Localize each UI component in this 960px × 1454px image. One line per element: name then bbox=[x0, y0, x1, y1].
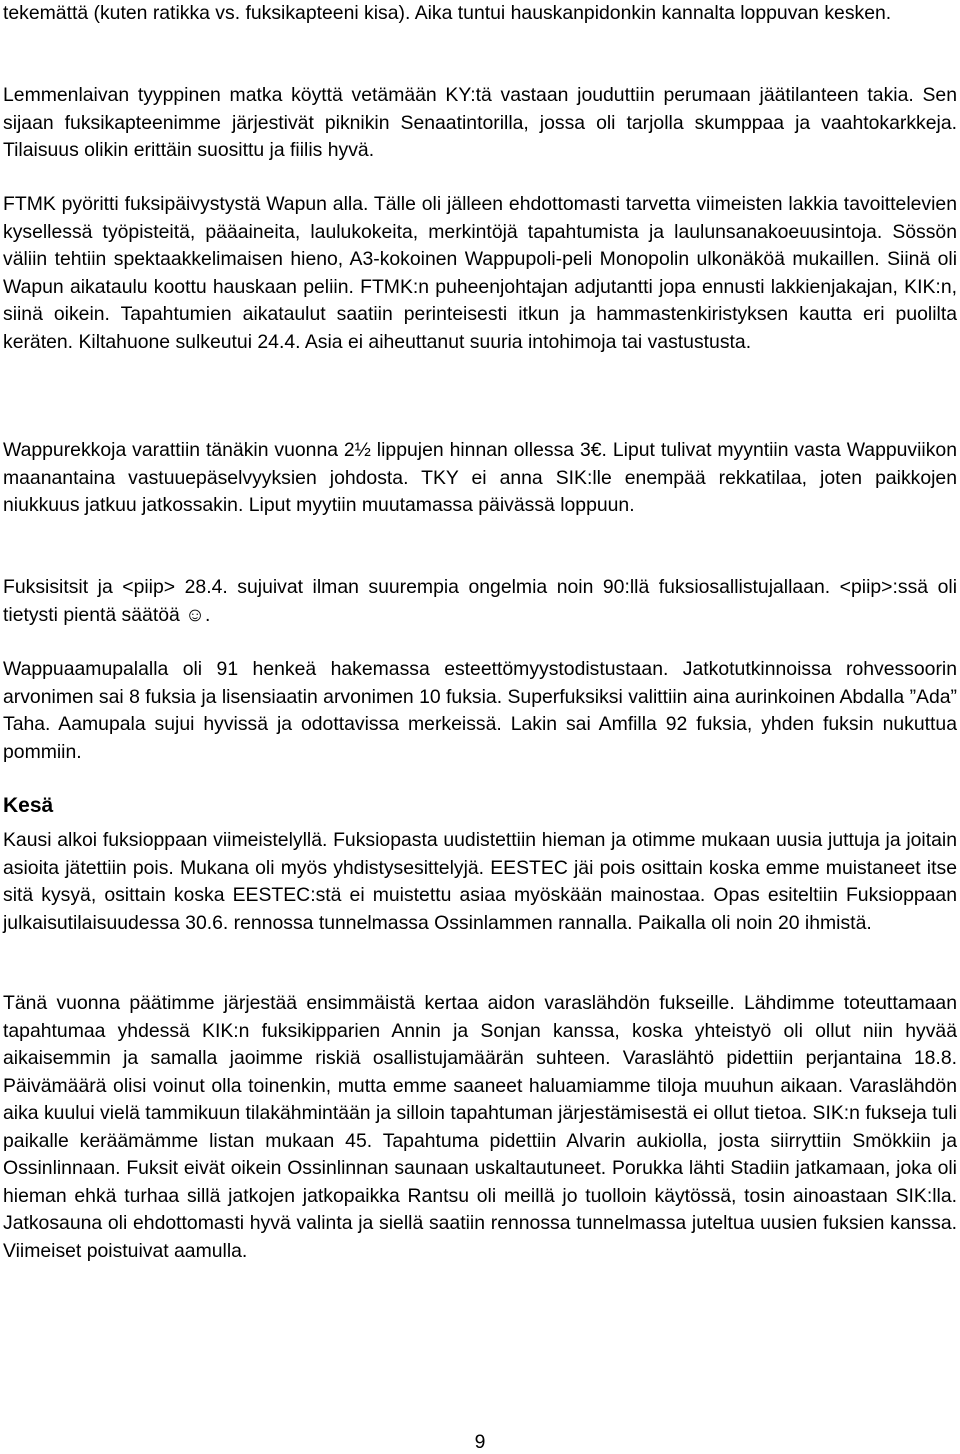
paragraph-fuksi-sitsit: Fuksisitsit ja <piip> 28.4. sujuivat ilman suurempia ongelmia noin 90:llä fuksiosallistujallaan. <piip>:ssä oli tietysti pientä säätöä ☺. bbox=[3, 576, 957, 626]
paragraph-fuksi-guide: Kausi alkoi fuksioppaan viimeistelyllä. Fuksiopasta uudistettiin hieman ja otimme mukaan uusia juttuja ja joitain asioita jätettiin pois. Mukana oli myös yhdistysesittelyjä. EESTEC jäi pois osittain koska emme muistaneet itse sitä kysyä, osittain koska EESTEC:stä ei muistettu asiaa myöskään mainostaa. Opas esiteltiin Fuksioppaan julkaisutilaisuudessa 30.6. rennossa tunnelmassa Ossinlammen rannalla. Paikalla oli noin 20 ihmistä. bbox=[3, 829, 957, 934]
paragraph-intro-continuation: tekemättä (kuten ratikka vs. fuksikapteeni kisa). Aika tuntui hauskanpidonkin kannalta loppuvan kesken. bbox=[3, 2, 892, 24]
section-heading-summer: Kesä bbox=[3, 794, 54, 817]
paragraph-picnic: Lemmenlaivan tyyppinen matka köyttä vetämään KY:tä vastaan jouduttiin perumaan jäätilanteen takia. Sen sijaan fuksikapteenimme järjestivät piknikin Senaatintorilla, jossa oli tarjolla skumppaa ja vaahtokarkkeja. Tilaisuus olikin erittäin suosittu ja fiilis hyvä. bbox=[3, 84, 957, 161]
paragraph-wappu-breakfast: Wappuaamupalalla oli 91 henkeä hakemassa esteettömyystodistustaan. Jatkotutkinnoissa rohvessoorin arvonimen sai 8 fuksia ja lisensiaatin arvonimen 10 fuksia. Superfuksiksi valittiin aina aurinkoinen Abdalla ”Ada” Taha. Aamupala sujui hyvissä ja odottavissa merkeissä. Lakin sai Amfilla 92 fuksia, yhden fuksin nukuttua pommiin. bbox=[3, 658, 957, 763]
paragraph-early-start: Tänä vuonna päätimme järjestää ensimmäistä kertaa aidon varaslähdön fukseille. Lähdimme toteuttamaan tapahtumaa yhdessä KIK:n fuksikipparien Annin ja Sonjan kanssa, koska yhteistyö oli ollut niin hyvää aikaisemmin ja samalla jaoimme riskiä osallistujamäärän suhteen. Varaslähtö pidettiin perjantaina 18.8. Päivämäärä olisi voinut olla toinenkin, mutta emme saaneet haluamiamme tiloja muuhun aikaan. Varaslähdön aika kuului vielä tammikuun tilakähmintään ja silloin tapahtuman järjestämisestä ei ollut tietoa. SIK:n fukseja tuli paikalle keräämämme listan mukaan 45. Tapahtuma pidettiin Alvarin aukiolla, josta siirryttiin Smökkiin ja Ossinlinnaan. Fuksit eivät oikein Ossinlinnan saunaan uskaltautuneet. Porukka lähti Stadiin jatkamaan, joka oli hieman ehkä turhaa sillä jatkojen jatkopaikka Rantsu oli meillä jo tuolloin käytössä, tosin ainoastaan SIK:lla. Jatkosauna oli ehdottomasti hyvä valinta ja siellä saatiin rennossa tunnelmassa juteltua uusien fuksien kanssa. Viimeiset poistuivat aamulla. bbox=[3, 992, 957, 1262]
paragraph-wappu-trucks: Wappurekkoja varattiin tänäkin vuonna 2½ lippujen hinnan ollessa 3€. Liput tulivat myyntiin vasta Wappuviikon maanantaina vastuuepäselvyyksien johdosta. TKY ei anna SIK:lle enempää rekkatilaa, joten paikkojen niukkuus jatkuu jatkossakin. Liput myytiin muutamassa päivässä loppuun. bbox=[3, 439, 957, 516]
page-number: 9 bbox=[474, 1431, 486, 1453]
paragraph-fuksi-duty: FTMK pyöritti fuksipäivystystä Wapun alla. Tälle oli jälleen ehdottomasti tarvetta viimeisten lakkia tavoittelevien kysellessä työpisteitä, pääaineita, laulukokeita, merkintöjä tapahtumista ja laulunsanakoeuusintoja. Sössön väliin tehtiin spektaakkelimaisen hieno, A3-kokoinen Wappupoli-peli Monopolin ulkonäköä mukaillen. Siinä oli Wapun aikataulu koottu hauskaan peliin. FTMK:n puheenjohtajan adjutantti jopa ennusti lakkienjakajan, KIK:n, siinä oikein. Tapahtumien aikataulut saatiin perinteisesti itkun ja hammastenkiristyksen kautta eri puolilta keräten. Kiltahuone sulkeutui 24.4. Asia ei aiheuttanut suuria intohimoja tai vastustusta. bbox=[3, 193, 957, 353]
document-page bbox=[3, 0, 957, 1454]
